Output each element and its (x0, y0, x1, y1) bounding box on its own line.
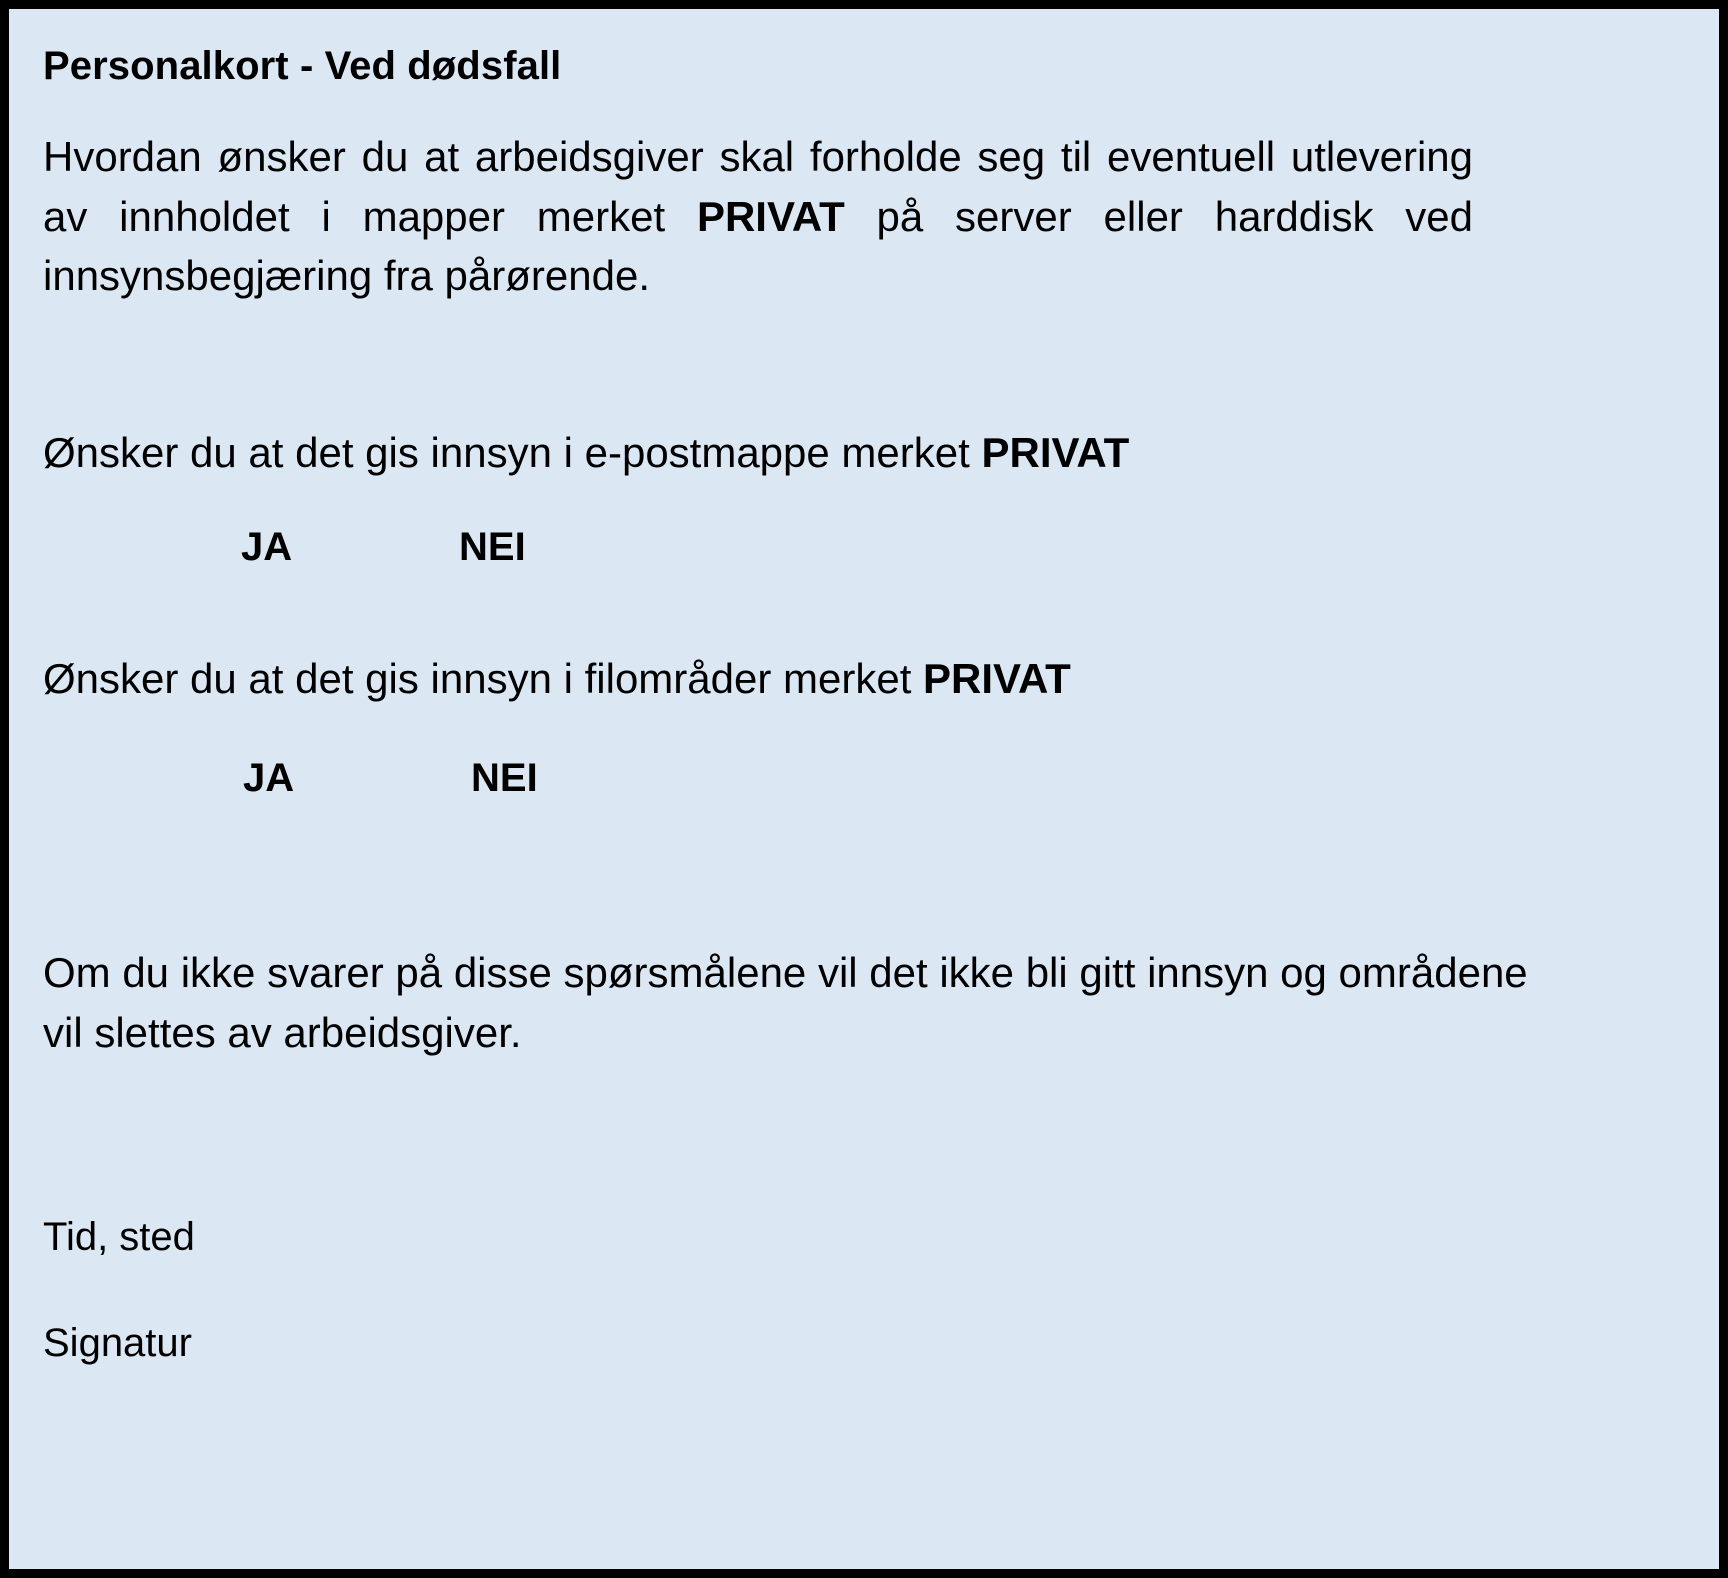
question-2-answer-options (43, 756, 1679, 801)
question-1-no-option[interactable]: NEI (459, 524, 526, 569)
question-1-yes-option[interactable]: JA (241, 524, 293, 569)
question-2-privat-emphasis: PRIVAT (923, 654, 1071, 702)
intro-text-part1: Hvordan ønsker du at arbeidsgiver skal forholde seg til eventuell utlevering av innholdet i mapper merket (43, 133, 1473, 240)
page-title: Personalkort - Ved dødsfall (43, 44, 562, 88)
question-1-privat-emphasis: PRIVAT (981, 428, 1130, 476)
intro-privat-emphasis: PRIVAT (696, 192, 845, 240)
signature-block (43, 1209, 1679, 1371)
question-2-no-option[interactable]: NEI (471, 756, 538, 801)
intro-paragraph (43, 127, 1473, 306)
question-2 (43, 650, 1679, 709)
question-1-text: Ønsker du at det gis innsyn i e-postmappe merket (43, 428, 982, 476)
time-place-label: Tid, sted (43, 1214, 195, 1259)
question-2-text: Ønsker du at det gis innsyn i filområder merket (43, 654, 924, 702)
no-answer-note: Om du ikke svarer på disse spørsmålene vil det ikke bli gitt innsyn og områdene vil slettes av arbeidsgiver. (43, 949, 1528, 1057)
question-2-yes-option[interactable]: JA (243, 756, 295, 801)
intro-text-part2: på server eller harddisk ved innsynsbegjæring fra pårørende. (43, 192, 1473, 300)
signature-label: Signatur (43, 1320, 192, 1365)
question-1-answer-options (43, 525, 1679, 570)
question-1 (43, 424, 1679, 483)
